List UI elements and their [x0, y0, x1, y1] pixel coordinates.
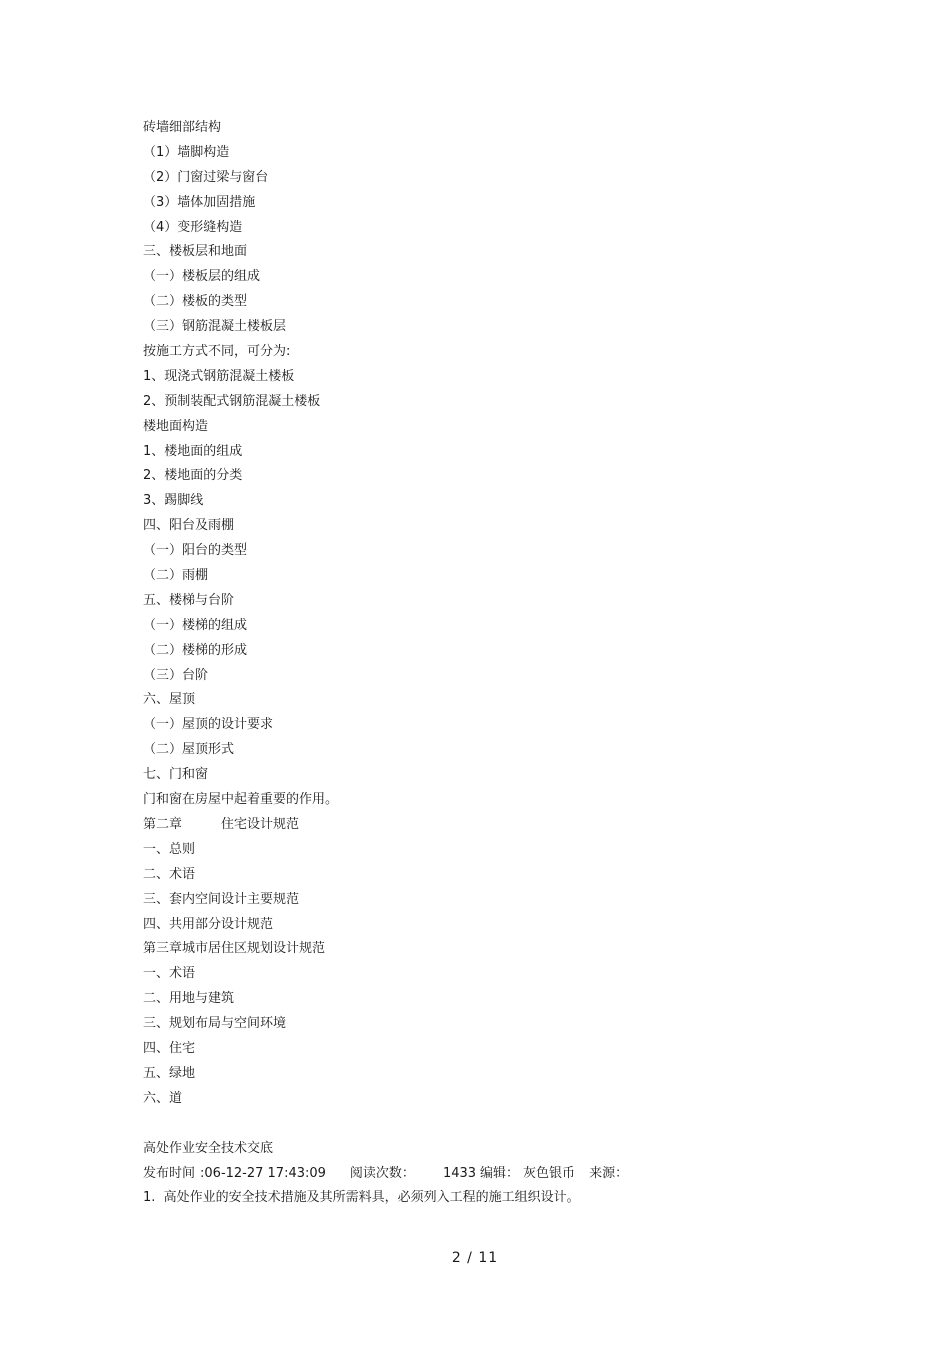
outline-line: （二）雨棚 [143, 568, 209, 584]
outline-line: 七、门和窗 [143, 767, 209, 783]
outline-line: 五、绿地 [143, 1065, 196, 1081]
outline-line: （二）楼板的类型 [143, 294, 248, 310]
article-meta [143, 1162, 823, 1187]
source-label: 来源： [589, 1165, 629, 1181]
outline-line: 五、楼梯与台阶 [143, 592, 235, 608]
outline-line: （一）楼板层的组成 [143, 269, 261, 285]
outline-line: （3）墙体加固措施 [143, 194, 256, 210]
outline-line: （1）墙脚构造 [143, 144, 230, 160]
outline-line: 第三章城市居住区规划设计规范 [143, 941, 326, 957]
outline-line: 第二章 住宅设计规范 [143, 816, 300, 832]
outline-line: （一）楼梯的组成 [143, 617, 248, 633]
outline-line: 二、用地与建筑 [143, 991, 235, 1007]
item-1: 1. 高处作业的安全技术措施及其所需料具，必须列入工程的施工组织设计。 [143, 1190, 580, 1206]
outline-line: （二）屋顶形式 [143, 742, 235, 758]
outline-line: 六、屋顶 [143, 692, 196, 708]
outline-line: 3、踢脚线 [143, 493, 204, 509]
publish-value: :06-12-27 17:43:09 [200, 1165, 326, 1181]
outline-line: （一）阳台的类型 [143, 543, 248, 559]
outline-line: 二、术语 [143, 866, 196, 882]
reads-value: 1433 [442, 1165, 477, 1181]
outline-line: （三）钢筋混凝土楼板层 [143, 319, 287, 335]
outline-line: 三、套内空间设计主要规范 [143, 891, 300, 907]
outline-line: 一、术语 [143, 966, 196, 982]
paragraph-gap [143, 1112, 823, 1137]
reads-label: 阅读次数： [349, 1165, 415, 1181]
outline-line: （4）变形缝构造 [143, 219, 243, 235]
outline-list [143, 116, 823, 1112]
outline-line: 2、预制装配式钢筋混凝土楼板 [143, 393, 321, 409]
outline-line: 一、总则 [143, 841, 196, 857]
outline-line: 四、住宅 [143, 1040, 196, 1056]
outline-line: 门和窗在房屋中起着重要的作用。 [143, 792, 339, 808]
outline-line: 三、规划布局与空间环境 [143, 1016, 287, 1032]
page-indicator: 2 / 11 [451, 1250, 499, 1266]
outline-line: 六、道 [143, 1090, 183, 1106]
document-content [143, 116, 823, 1211]
publish-label: 发布时间 [143, 1165, 196, 1181]
outline-line: 四、阳台及雨棚 [143, 518, 235, 534]
editor-value: 灰色银币 [523, 1165, 576, 1181]
outline-line: 2、楼地面的分类 [143, 468, 243, 484]
outline-line: （二）楼梯的形成 [143, 642, 248, 658]
outline-line: （三）台阶 [143, 667, 209, 683]
outline-line: 三、楼板层和地面 [143, 244, 248, 260]
outline-line: 按施工方式不同，可分为: [143, 344, 291, 360]
outline-line: 楼地面构造 [143, 418, 209, 434]
section-title: 高处作业安全技术交底 [143, 1140, 274, 1156]
outline-line: （一）屋顶的设计要求 [143, 717, 274, 733]
outline-line: 砖墙细部结构 [143, 120, 222, 135]
outline-line: 四、共用部分设计规范 [143, 916, 274, 932]
outline-line: 1、楼地面的组成 [143, 443, 243, 459]
outline-line: 1、现浇式钢筋混凝土楼板 [143, 368, 295, 384]
editor-label: 编辑： [480, 1165, 520, 1181]
outline-line: （2）门窗过梁与窗台 [143, 169, 269, 185]
